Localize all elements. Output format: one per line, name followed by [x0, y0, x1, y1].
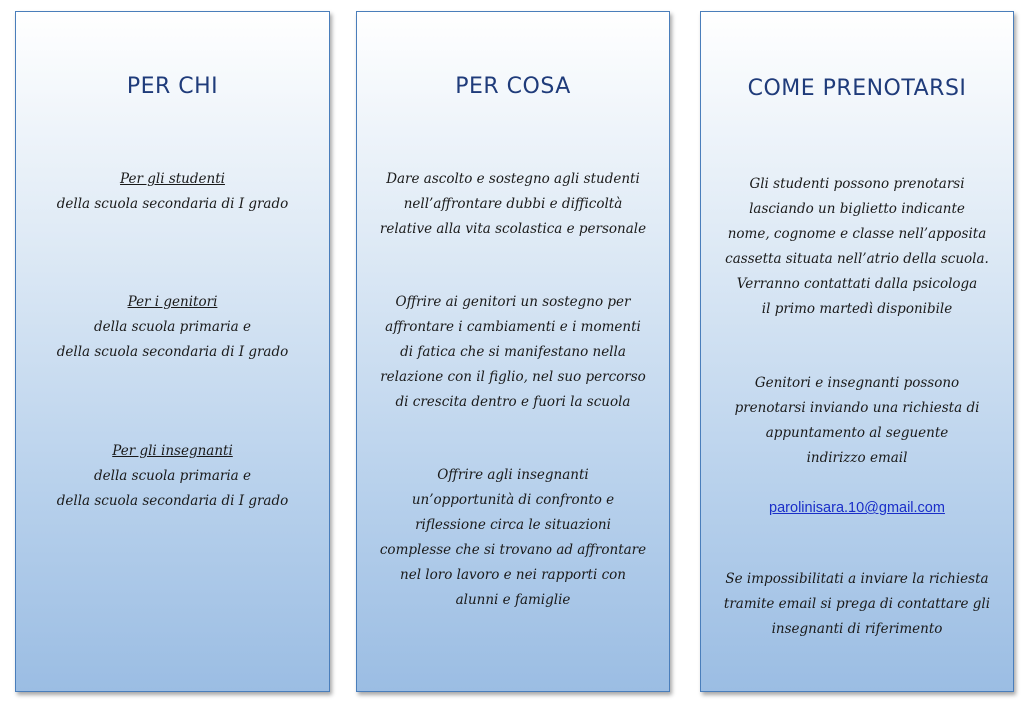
section-line: nome, cognome e classe nell’apposita — [727, 226, 987, 242]
section-line: Genitori e insegnanti possono — [754, 375, 960, 391]
section-parents-booking — [701, 371, 1013, 471]
section-line: affrontare i cambiamenti e i momenti — [385, 319, 641, 335]
section-line: Verranno contattati dalla psicologa — [736, 276, 978, 292]
section-line: Offrire agli insegnanti — [437, 467, 589, 483]
section-line: appuntamento al seguente — [765, 425, 949, 441]
section-heading: Per i genitori — [127, 294, 218, 310]
section-line: un’opportunità di confronto e — [411, 492, 615, 508]
section-parents-purpose — [357, 290, 669, 415]
section-line: nell’affrontare dubbi e difficoltà — [403, 196, 623, 212]
section-line: indirizzo email — [806, 450, 908, 466]
section-line: nel loro lavoro e nei rapporti con — [400, 567, 626, 583]
section-teachers — [16, 439, 329, 514]
section-line: cassetta situata nell’atrio della scuola. — [725, 251, 989, 267]
section-line: il primo martedì disponibile — [761, 301, 953, 317]
section-line: relative alla vita scolastica e personale — [379, 221, 647, 237]
section-line: della scuola primaria e — [94, 319, 251, 335]
section-students — [16, 167, 329, 217]
section-line: tramite email si prega di contattare gli — [723, 596, 991, 612]
section-teachers-purpose — [357, 463, 669, 613]
section-line: della scuola secondaria di I grado — [56, 344, 289, 360]
section-line: Se impossibilitati a inviare la richiesta — [725, 571, 989, 587]
section-line: alunni e famiglie — [455, 592, 571, 608]
section-heading: Per gli insegnanti — [112, 443, 233, 459]
panel-title: COME PRENOTARSI — [747, 76, 967, 101]
section-line: della scuola secondaria di I grado — [56, 493, 289, 509]
email-link[interactable]: parolinisara.10@gmail.com — [769, 500, 945, 516]
section-line: lasciando un biglietto indicante — [749, 201, 965, 217]
section-line: prenotarsi inviando una richiesta di — [734, 400, 980, 416]
panel-come-prenotarsi — [700, 11, 1014, 692]
section-line: della scuola primaria e — [94, 468, 251, 484]
section-line: insegnanti di riferimento — [771, 621, 943, 637]
section-students-booking — [701, 172, 1013, 322]
section-line: di crescita dentro e fuori la scuola — [395, 394, 631, 410]
section-line: complesse che si trovano ad affrontare — [379, 542, 647, 558]
section-heading: Per gli studenti — [120, 171, 225, 187]
panel-title: PER CHI — [126, 74, 219, 99]
section-line: Offrire ai genitori un sostegno per — [395, 294, 631, 310]
section-alternative-contact — [701, 567, 1013, 642]
section-line: Gli studenti possono prenotarsi — [749, 176, 965, 192]
panel-per-chi — [15, 11, 330, 692]
section-line: della scuola secondaria di I grado — [56, 196, 289, 212]
section-line: relazione con il figlio, nel suo percorso — [380, 369, 646, 385]
section-students-purpose — [357, 167, 669, 242]
section-line: Dare ascolto e sostegno agli studenti — [386, 171, 640, 187]
panel-per-cosa — [356, 11, 670, 692]
email-block — [701, 496, 1013, 521]
section-line: di fatica che si manifestano nella — [400, 344, 626, 360]
section-line: riflessione circa le situazioni — [415, 517, 611, 533]
panel-title: PER COSA — [455, 74, 571, 99]
section-parents — [16, 290, 329, 365]
